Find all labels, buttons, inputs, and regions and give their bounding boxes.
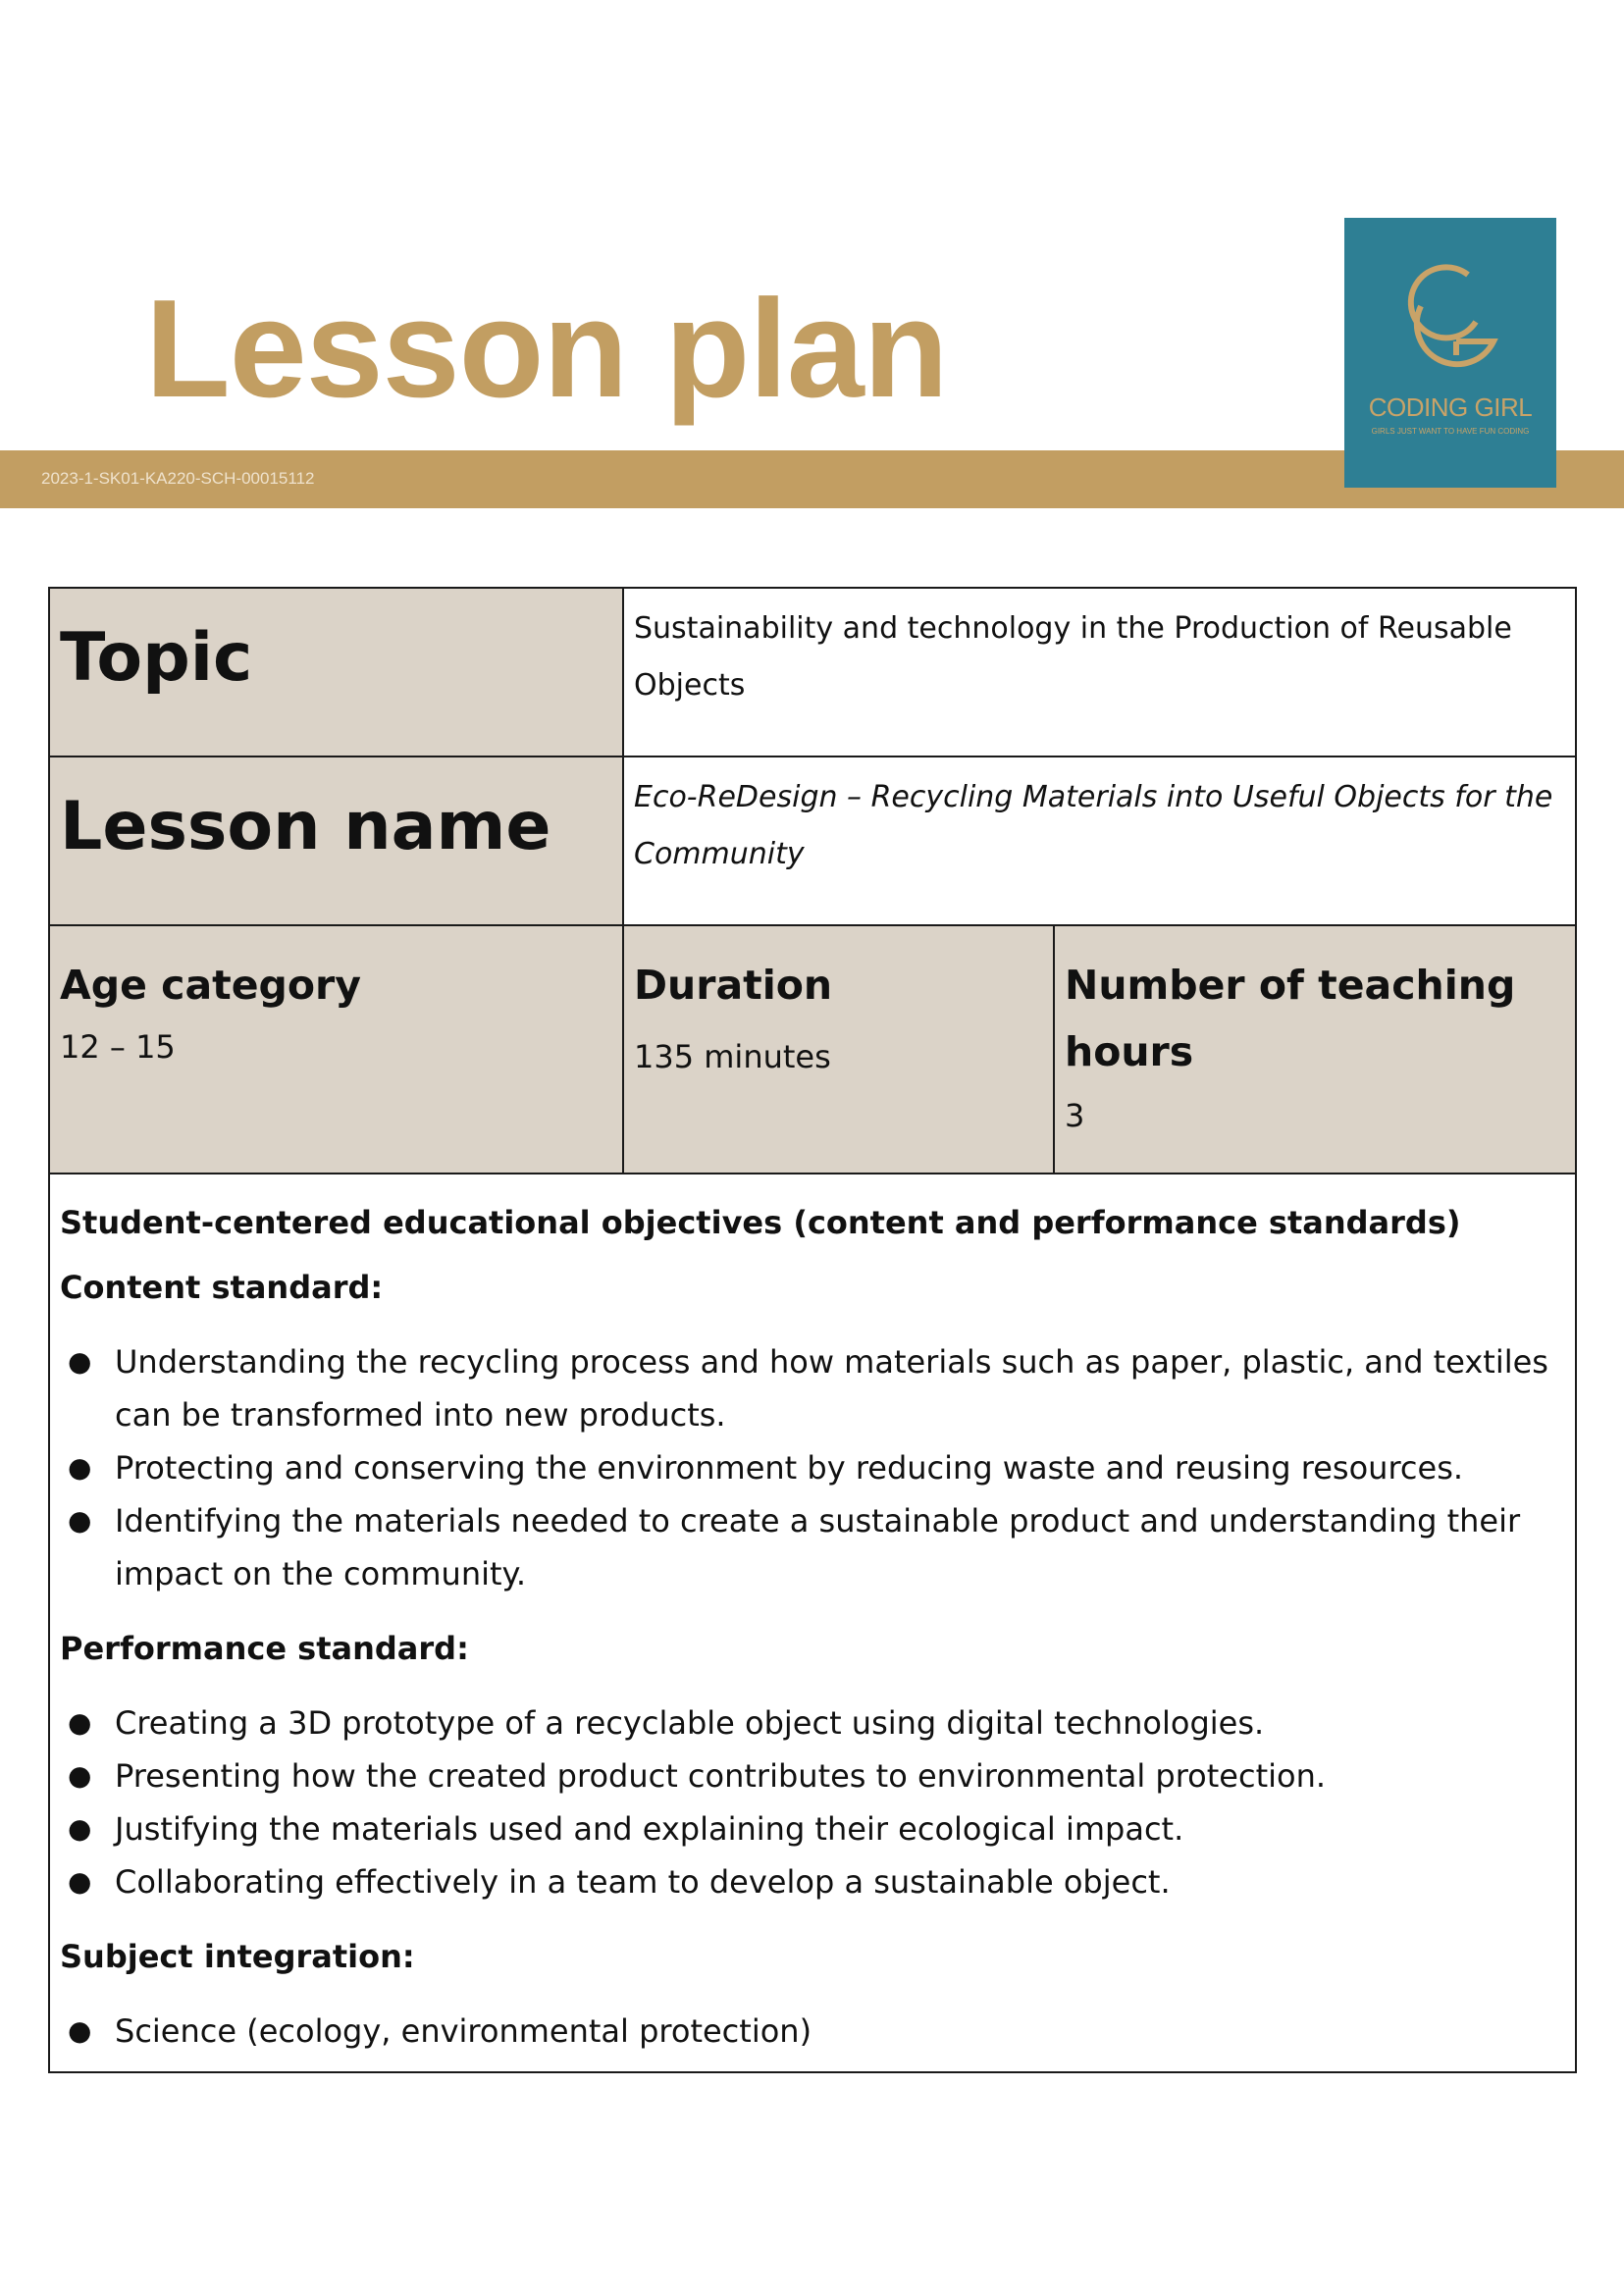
project-code: 2023-1-SK01-KA220-SCH-00015112 [41,469,315,488]
performance-standard-heading: Performance standard: [60,1630,469,1667]
performance-standard-list [60,1696,1557,1908]
list-item: ● Presenting how the created product contributes to environmental protection. [60,1749,1557,1802]
bullet-icon: ● [68,1345,92,1378]
list-item: ● Creating a 3D prototype of a recyclable object using digital technologies. [60,1696,1557,1749]
objectives-heading: Student-centered educational objectives (content and performance standards) [60,1204,1461,1241]
bullet-icon: ● [68,1812,92,1845]
lesson-name-row [49,757,1576,925]
topic-label: Topic [60,619,253,697]
list-item: ● Understanding the recycling process and how materials such as paper, plastic, and textiles can be transformed into new products. [60,1335,1557,1441]
age-cell [49,925,623,1174]
bullet-icon: ● [68,2014,92,2047]
subject-integration-list [60,2005,1557,2058]
list-item: ● Justifying the materials used and explaining their ecological impact. [60,1802,1557,1855]
lesson-name-value: Eco-ReDesign – Recycling Materials into Useful Objects for the Community [634,780,1553,871]
topic-value: Sustainability and technology in the Production of Reusable Objects [634,611,1512,703]
age-label: Age category [60,962,361,1009]
content-standard-list [60,1335,1557,1600]
bullet-icon: ● [68,1865,92,1898]
cg-monogram-icon [1399,261,1501,383]
list-item: ● Collaborating effectively in a team to develop a sustainable object. [60,1855,1557,1908]
lesson-plan-table [48,587,1577,2073]
topic-value-cell [623,588,1576,757]
duration-label: Duration [634,962,833,1009]
bullet-icon: ● [68,1451,92,1484]
topic-row [49,588,1576,757]
lesson-name-label: Lesson name [60,788,551,865]
age-value: 12 – 15 [60,1028,176,1066]
content-standard-heading: Content standard: [60,1269,384,1306]
list-item: ● Protecting and conserving the environment by reducing waste and reusing resources. [60,1441,1557,1494]
bullet-icon: ● [68,1504,92,1537]
hours-cell [1054,925,1576,1174]
logo-name: CODING GIRL [1368,392,1533,422]
hours-label: Number of teaching hours [1065,962,1516,1075]
hours-value: 3 [1065,1097,1085,1134]
list-item: ● Identifying the materials needed to create a sustainable product and understanding their impact on the community. [60,1494,1557,1600]
bullet-icon: ● [68,1706,92,1739]
coding-girl-logo [1344,218,1556,488]
bullet-icon: ● [68,1759,92,1792]
list-item: ● Science (ecology, environmental protection) [60,2005,1557,2058]
objectives-cell [49,1174,1576,2072]
subject-integration-heading: Subject integration: [60,1938,415,1975]
page-title: Lesson plan [145,271,948,427]
duration-cell [623,925,1054,1174]
lesson-name-value-cell [623,757,1576,925]
duration-value: 135 minutes [634,1038,831,1075]
details-row [49,925,1576,1174]
topic-label-cell [49,588,623,757]
logo-tagline: GIRLS JUST WANT TO HAVE FUN CODING [1371,427,1530,436]
objectives-row [49,1174,1576,2072]
lesson-name-label-cell [49,757,623,925]
